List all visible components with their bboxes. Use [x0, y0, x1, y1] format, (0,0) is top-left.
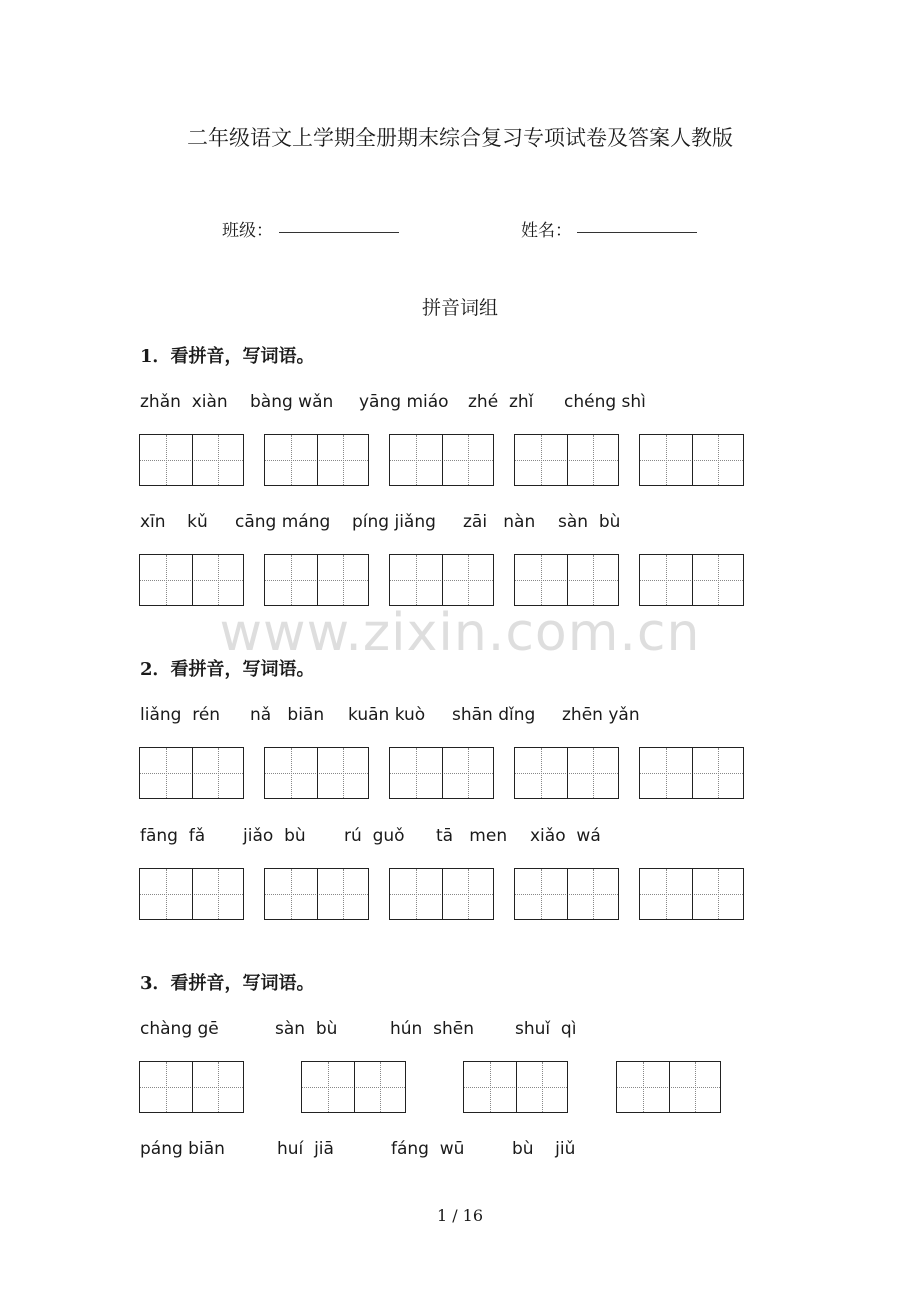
tianzige-box[interactable] [389, 868, 494, 920]
pinyin-word: píng jiǎng [352, 512, 436, 532]
tianzige-box[interactable] [264, 868, 369, 920]
tianzige-box[interactable] [514, 554, 619, 606]
pinyin-word: shān dǐng [452, 705, 536, 725]
pinyin-word: sàn bù [558, 512, 621, 532]
pinyin-word: chéng shì [564, 392, 646, 412]
pinyin-word: kuān kuò [348, 705, 426, 725]
pinyin-word: xīn kǔ [140, 512, 208, 532]
tianzige-box[interactable] [616, 1061, 721, 1113]
pinyin-word: rú guǒ [344, 826, 405, 846]
pinyin-word: jiǎo bù [243, 826, 306, 846]
pinyin-word: fáng wū [391, 1139, 465, 1159]
document-title: 二年级语文上学期全册期末综合复习专项试卷及答案人教版 [187, 126, 733, 150]
pinyin-word: páng biān [140, 1139, 225, 1159]
tianzige-box[interactable] [139, 868, 244, 920]
tianzige-box[interactable] [639, 554, 744, 606]
tianzige-box[interactable] [389, 747, 494, 799]
tianzige-box[interactable] [139, 1061, 244, 1113]
name-label: 姓名： [521, 221, 572, 241]
tianzige-box[interactable] [139, 434, 244, 486]
pinyin-word: yāng miáo [359, 392, 449, 412]
class-blank-line [279, 232, 399, 233]
tianzige-box[interactable] [264, 747, 369, 799]
pinyin-word: chàng gē [140, 1019, 219, 1039]
tianzige-box[interactable] [264, 434, 369, 486]
pinyin-word: huí jiā [277, 1139, 334, 1159]
pinyin-word: fāng fǎ [140, 826, 206, 846]
tianzige-box[interactable] [264, 554, 369, 606]
tianzige-box[interactable] [514, 747, 619, 799]
pinyin-word: tā men [436, 826, 508, 846]
tianzige-box[interactable] [139, 747, 244, 799]
pinyin-word: hún shēn [390, 1019, 474, 1039]
tianzige-box[interactable] [389, 554, 494, 606]
tianzige-box[interactable] [639, 747, 744, 799]
pinyin-word: sàn bù [275, 1019, 338, 1039]
pinyin-word: zhé zhǐ [468, 392, 534, 412]
tianzige-box[interactable] [514, 434, 619, 486]
pinyin-word: shuǐ qì [515, 1019, 577, 1039]
section-title: 拼音词组 [421, 297, 498, 319]
tianzige-box[interactable] [301, 1061, 406, 1113]
tianzige-box[interactable] [139, 554, 244, 606]
pinyin-word: zhēn yǎn [562, 705, 640, 725]
pinyin-word: nǎ biān [250, 705, 325, 725]
question-3-title: 3．看拼音，写词语。 [140, 973, 315, 994]
pinyin-word: liǎng rén [140, 705, 221, 725]
pinyin-word: bù jiǔ [512, 1139, 576, 1159]
page-number: 1 / 16 [436, 1206, 484, 1225]
tianzige-box[interactable] [514, 868, 619, 920]
name-blank-line [577, 232, 697, 233]
pinyin-word: zhǎn xiàn [140, 392, 228, 412]
tianzige-box[interactable] [463, 1061, 568, 1113]
question-1-title: 1．看拼音，写词语。 [140, 346, 315, 367]
tianzige-box[interactable] [389, 434, 494, 486]
tianzige-box[interactable] [639, 868, 744, 920]
pinyin-word: bàng wǎn [250, 392, 334, 412]
watermark: www.zixin.com.cn [219, 603, 701, 663]
tianzige-box[interactable] [639, 434, 744, 486]
question-2-title: 2．看拼音，写词语。 [140, 659, 315, 680]
pinyin-word: xiǎo wá [530, 826, 601, 846]
pinyin-word: zāi nàn [463, 512, 536, 532]
pinyin-word: cāng máng [235, 512, 331, 532]
class-label: 班级： [222, 221, 273, 241]
